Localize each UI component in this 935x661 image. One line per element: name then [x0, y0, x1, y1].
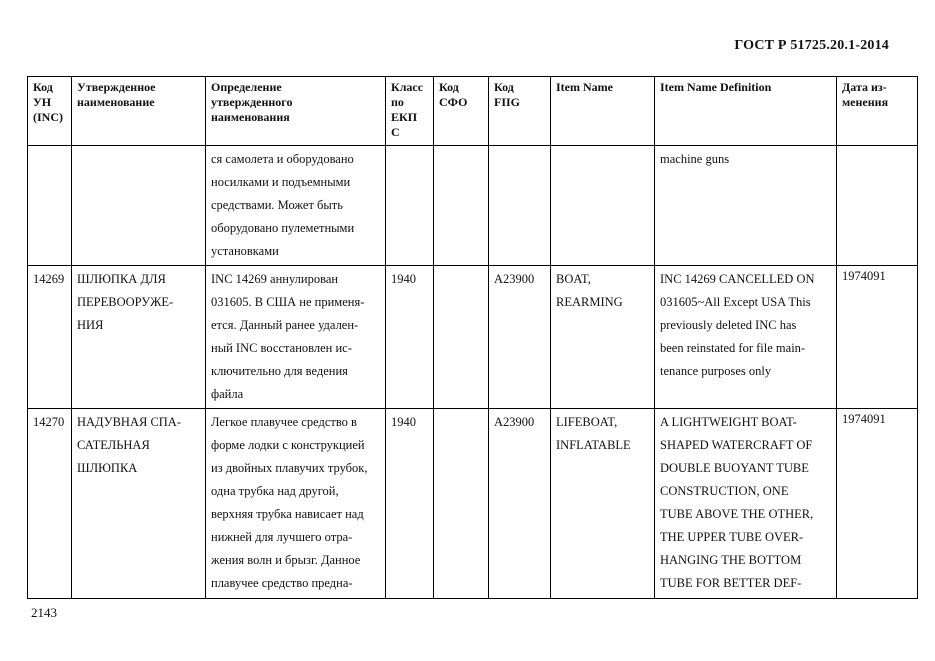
- header-change-date: Дата из- менения: [837, 77, 918, 146]
- cell-inc: [28, 146, 72, 266]
- cell-class: 1940: [386, 409, 434, 599]
- cell-definition: ся самолета и оборудовано носилками и подъемными средствами. Может быть оборудовано пулеметными установками: [206, 146, 386, 266]
- header-name-definition: Определение утвержденного наименования: [206, 77, 386, 146]
- cell-item-definition: A LIGHTWEIGHT BOAT- SHAPED WATERCRAFT OF DOUBLE BUOYANT TUBE CONSTRUCTION, ONE TUBE ABOVE THE OTHER, THE UPPER TUBE OVER- HANGING THE BOTTOM TUBE FOR BETTER DEF-: [655, 409, 837, 599]
- cell-fiig: [489, 146, 551, 266]
- cell-class: [386, 146, 434, 266]
- cell-date: 1974091: [837, 266, 918, 409]
- cell-date: 1974091: [837, 409, 918, 599]
- header-item-name-definition: Item Name Definition: [655, 77, 837, 146]
- table-header-row: [28, 77, 918, 146]
- cell-sfo: [434, 266, 489, 409]
- cell-name: ШЛЮПКА ДЛЯ ПЕРЕВООРУЖЕ- НИЯ: [72, 266, 206, 409]
- header-item-name: Item Name: [551, 77, 655, 146]
- cell-item-definition: machine guns: [655, 146, 837, 266]
- table-row: [28, 146, 918, 266]
- header-class: Класс по ЕКП С: [386, 77, 434, 146]
- table-row: [28, 266, 918, 409]
- cell-definition: Легкое плавучее средство в форме лодки с конструкцией из двойных плавучих трубок, одна трубка над другой, верхняя трубка нависает над нижней для лучшего отра- жения волн и брызг. Данное плавучее средство предна-: [206, 409, 386, 599]
- cell-definition: INC 14269 аннулирован 031605. В США не применя- ется. Данный ранее удален- ный INC восстановлен ис- ключительно для ведения файла: [206, 266, 386, 409]
- document-standard-title: ГОСТ Р 51725.20.1-2014: [734, 38, 889, 53]
- cell-item-name: LIFEBOAT, INFLATABLE: [551, 409, 655, 599]
- cell-name: [72, 146, 206, 266]
- cell-item-name: [551, 146, 655, 266]
- cell-class: 1940: [386, 266, 434, 409]
- cell-name: НАДУВНАЯ СПА- САТЕЛЬНАЯ ШЛЮПКА: [72, 409, 206, 599]
- cell-inc: 14270: [28, 409, 72, 599]
- header-inc-code: Код УН (INC): [28, 77, 72, 146]
- header-approved-name: Утвержденное наименование: [72, 77, 206, 146]
- cell-sfo: [434, 409, 489, 599]
- cell-fiig: A23900: [489, 409, 551, 599]
- page-number: 2143: [31, 605, 57, 620]
- cell-inc: 14269: [28, 266, 72, 409]
- header-fiig-code: Код FIIG: [489, 77, 551, 146]
- table-row: [28, 409, 918, 599]
- nomenclature-table: [27, 76, 918, 599]
- header-sfo-code: Код СФО: [434, 77, 489, 146]
- cell-fiig: A23900: [489, 266, 551, 409]
- cell-item-name: BOAT, REARMING: [551, 266, 655, 409]
- cell-sfo: [434, 146, 489, 266]
- cell-date: [837, 146, 918, 266]
- cell-item-definition: INC 14269 CANCELLED ON 031605~All Except USA This previously deleted INC has been reinstated for file main- tenance purposes only: [655, 266, 837, 409]
